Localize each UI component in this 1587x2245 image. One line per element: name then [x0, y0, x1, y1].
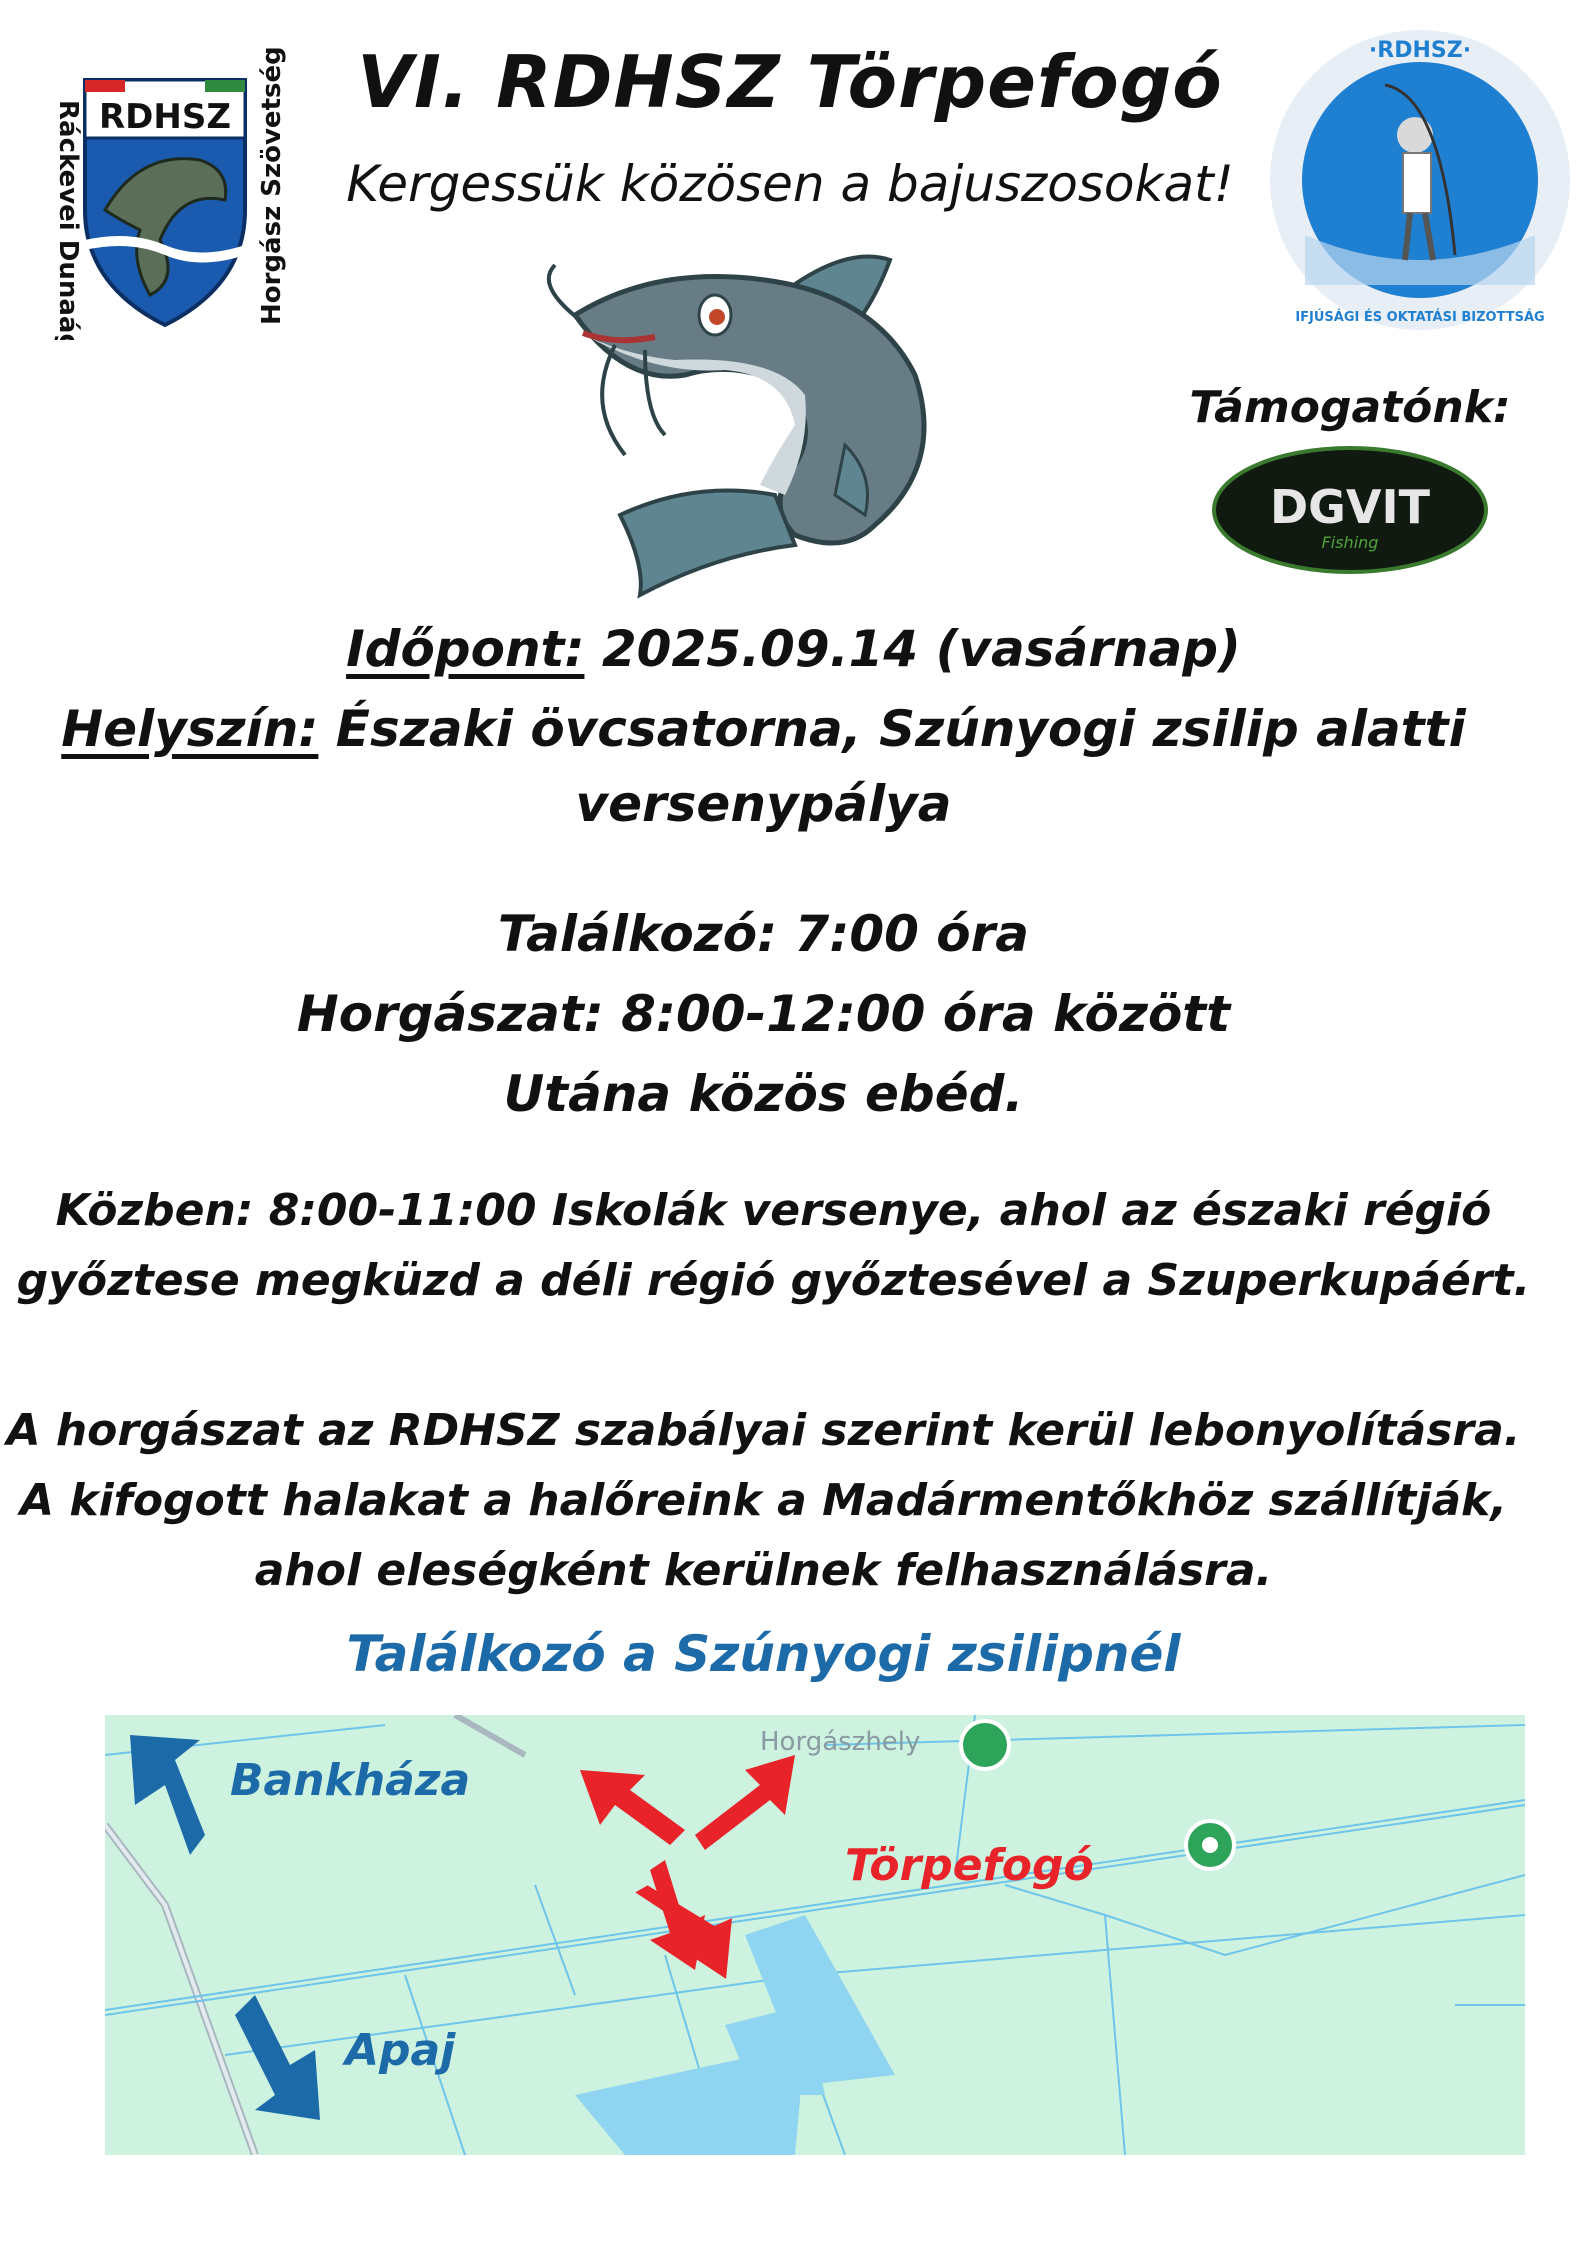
supporter-label: Támogatónk: [1189, 382, 1511, 433]
school-note-1: Közben: 8:00-11:00 Iskolák versenye, ahol az északi régió [55, 1185, 1492, 1236]
logo-badge-text: RDHSZ [99, 97, 231, 137]
place-line [0, 700, 1557, 758]
page-subtitle: Kergessük közösen a bajuszosokat! [346, 155, 1234, 213]
label-bankhaza: Bankháza [230, 1755, 471, 1806]
youth-committee-logo [1265, 25, 1575, 335]
fishing-time: Horgászat: 8:00-12:00 óra között [296, 985, 1231, 1043]
logo-left-text: Ráckevei Dunaági [53, 100, 83, 340]
school-note-2: győztese megküzd a déli régió győztesével a Szuperkupáért. [16, 1255, 1531, 1306]
place-value: Északi övcsatorna, Szúnyogi zsilip alatti [335, 700, 1466, 758]
rules-note-2: A kifogott halakat a halőreink a Madármentőkhöz szállítják, [19, 1475, 1508, 1526]
sponsor-tagline: Fishing [1321, 533, 1379, 552]
logo-right-text: Horgász Szövetség [257, 46, 287, 325]
sponsor-name: DGVIT [1269, 480, 1431, 534]
rules-note-3: ahol eleségként kerülnek felhasználásra. [254, 1545, 1273, 1596]
label-apaj: Apaj [345, 2025, 456, 2076]
date-value: 2025.09.14 (vasárnap) [601, 620, 1241, 678]
meet-time: Találkozó: 7:00 óra [497, 905, 1030, 963]
date-line [0, 620, 1587, 678]
map-heading: Találkozó a Szúnyogi zsilipnél [346, 1625, 1181, 1683]
right-logo-top-text: ·RDHSZ· [1368, 38, 1472, 63]
place-line-2: versenypálya [575, 775, 952, 833]
location-map[interactable] [105, 1715, 1525, 2155]
label-horgaszhely: Horgászhely [760, 1727, 921, 1757]
page-title: VI. RDHSZ Törpefogó [357, 40, 1223, 124]
catfish-illustration [545, 225, 965, 615]
lunch-note: Utána közös ebéd. [503, 1065, 1024, 1123]
rdhsz-logo [30, 40, 300, 340]
sponsor-logo [1210, 445, 1490, 575]
date-label: Időpont: [346, 620, 585, 678]
rules-note-1: A horgászat az RDHSZ szabályai szerint kerül lebonyolításra. [6, 1405, 1521, 1456]
place-label: Helyszín: [61, 700, 319, 758]
label-torpefogo: Törpefogó [845, 1840, 1094, 1891]
right-logo-bottom-text: IFJÚSÁGI ÉS OKTATÁSI BIZOTTSÁG [1295, 310, 1545, 325]
